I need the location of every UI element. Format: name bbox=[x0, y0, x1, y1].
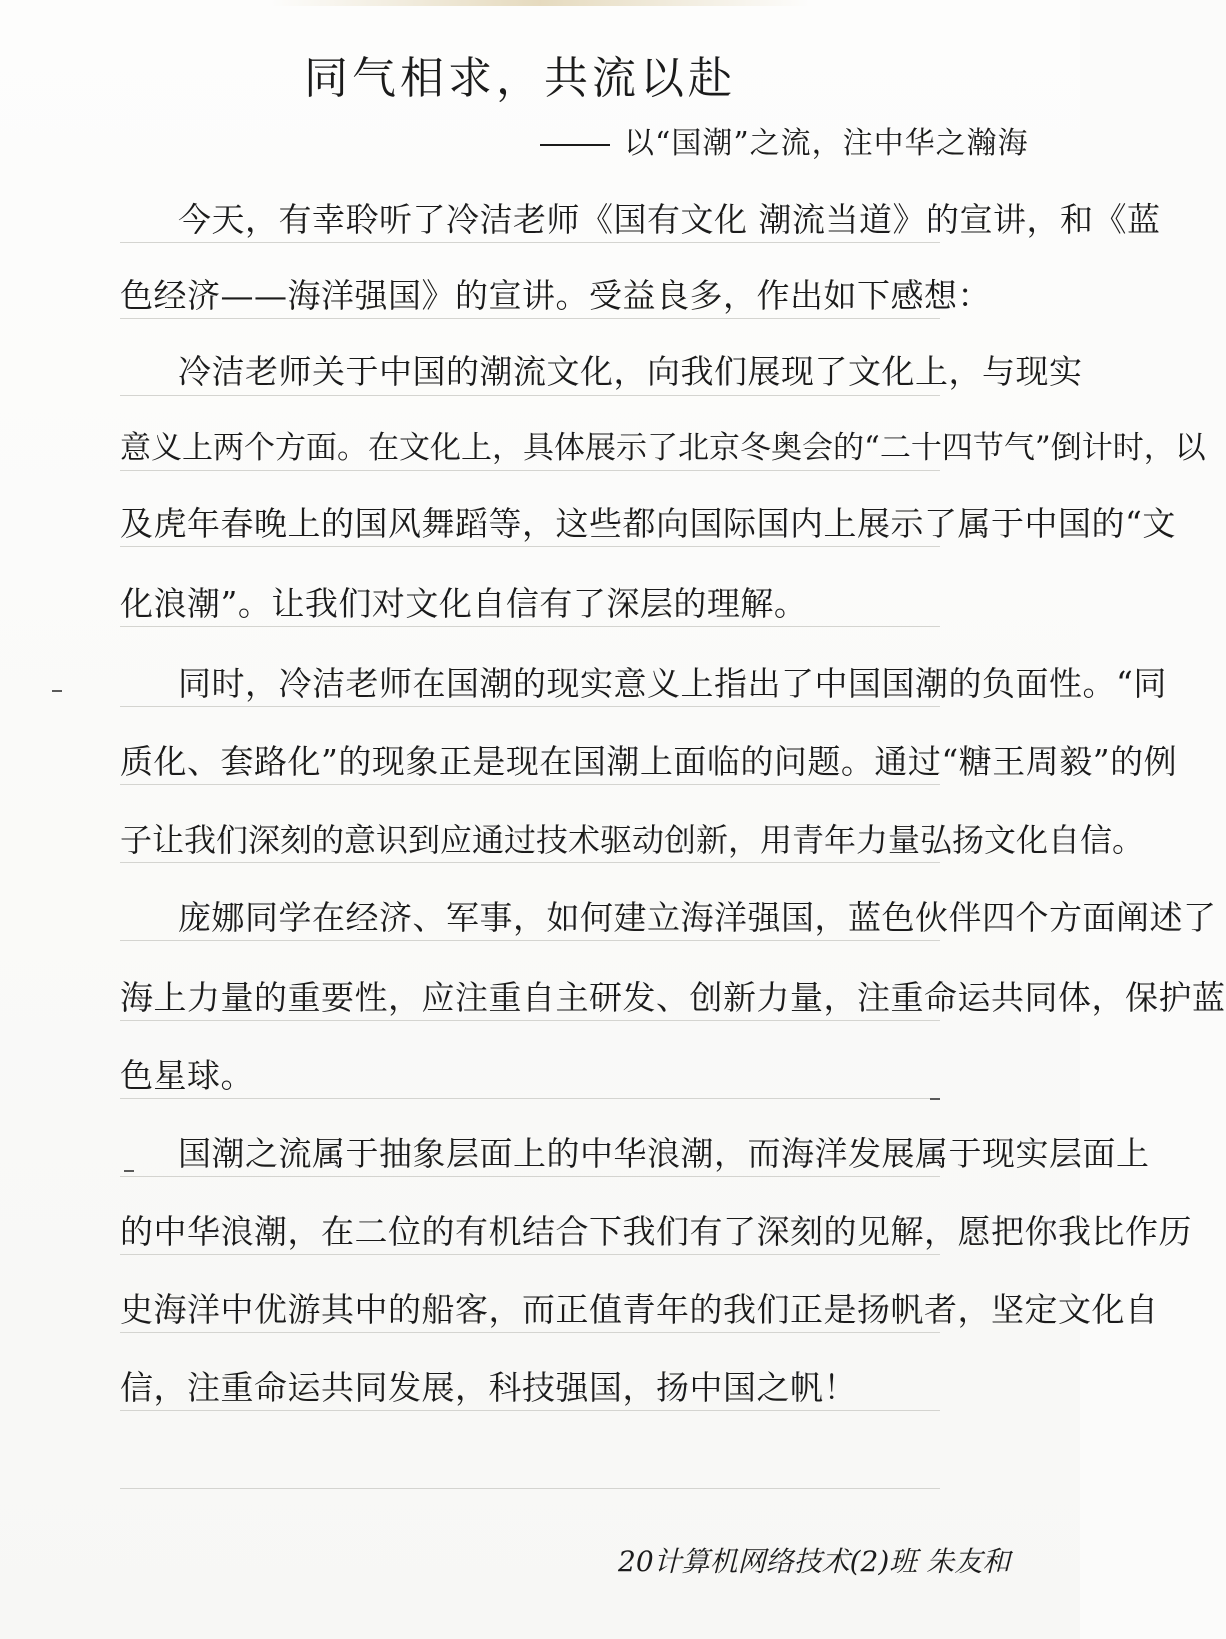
text-line: 海上力量的重要性，应注重自主研发、创新力量，注重命运共同体，保护蓝 bbox=[120, 978, 1226, 1017]
signature: 20计算机网络技术(2)班 朱友和 bbox=[618, 1545, 1011, 1578]
ruled-line bbox=[120, 862, 940, 863]
ruled-line bbox=[120, 1254, 940, 1255]
ruled-line bbox=[120, 1488, 940, 1489]
text-line: 史海洋中优游其中的船客，而正值青年的我们正是扬帆者，坚定文化自 bbox=[120, 1290, 1159, 1329]
ruled-line bbox=[120, 1332, 940, 1333]
ruled-line bbox=[120, 626, 940, 627]
margin-mark bbox=[124, 1170, 134, 1172]
essay-title: 同气相求，共流以赴 bbox=[304, 53, 736, 104]
text-line: 的中华浪潮，在二位的有机结合下我们有了深刻的见解，愿把你我比作历 bbox=[120, 1212, 1192, 1251]
ruled-line bbox=[120, 318, 940, 319]
ruled-line bbox=[120, 1098, 940, 1099]
text-line: 色星球。 bbox=[120, 1056, 254, 1095]
essay-subtitle bbox=[540, 118, 1029, 162]
scan-edge-shadow bbox=[270, 0, 810, 6]
text-line: 同时，冷洁老师在国潮的现实意义上指出了中国国潮的负面性。“同 bbox=[178, 664, 1167, 703]
ruled-line bbox=[120, 1176, 940, 1177]
text-line: 子让我们深刻的意识到应通过技术驱动创新，用青年力量弘扬文化自信。 bbox=[120, 821, 1145, 859]
ruled-line bbox=[120, 470, 940, 471]
ruled-line bbox=[120, 706, 940, 707]
ruled-line bbox=[120, 546, 940, 547]
text-line: 冷洁老师关于中国的潮流文化，向我们展现了文化上，与现实 bbox=[178, 352, 1083, 391]
text-line: 色经济——海洋强国》的宣讲。受益良多，作出如下感想： bbox=[120, 276, 991, 315]
margin-mark bbox=[930, 1098, 940, 1100]
text-line: 今天，有幸聆听了冷洁老师《国有文化 潮流当道》的宣讲，和《蓝 bbox=[178, 200, 1161, 239]
text-line: 意义上两个方面。在文化上，具体展示了北京冬奥会的“二十四节气”倒计时，以 bbox=[120, 430, 1206, 466]
text-line: 国潮之流属于抽象层面上的中华浪潮，而海洋发展属于现实层面上 bbox=[178, 1134, 1150, 1173]
text-line: 质化、套路化”的现象正是现在国潮上面临的问题。通过“糖王周毅”的例 bbox=[120, 742, 1178, 781]
ruled-line bbox=[120, 395, 940, 396]
margin-mark bbox=[52, 690, 62, 692]
text-line: 化浪潮”。让我们对文化自信有了深层的理解。 bbox=[120, 584, 808, 623]
ruled-line bbox=[120, 1410, 940, 1411]
text-line: 庞娜同学在经济、军事，如何建立海洋强国，蓝色伙伴四个方面阐述了 bbox=[178, 898, 1217, 937]
subtitle-dash bbox=[540, 144, 610, 146]
text-line: 及虎年春晚上的国风舞蹈等，这些都向国际国内上展示了属于中国的“文 bbox=[120, 504, 1176, 543]
ruled-line bbox=[120, 1020, 940, 1021]
text-line: 信，注重命运共同发展，科技强国，扬中国之帆！ bbox=[120, 1368, 857, 1407]
subtitle-text: 以“国潮”之流，注中华之瀚海 bbox=[624, 126, 1029, 161]
ruled-line bbox=[120, 242, 940, 243]
ruled-line bbox=[120, 784, 940, 785]
ruled-line bbox=[120, 940, 940, 941]
